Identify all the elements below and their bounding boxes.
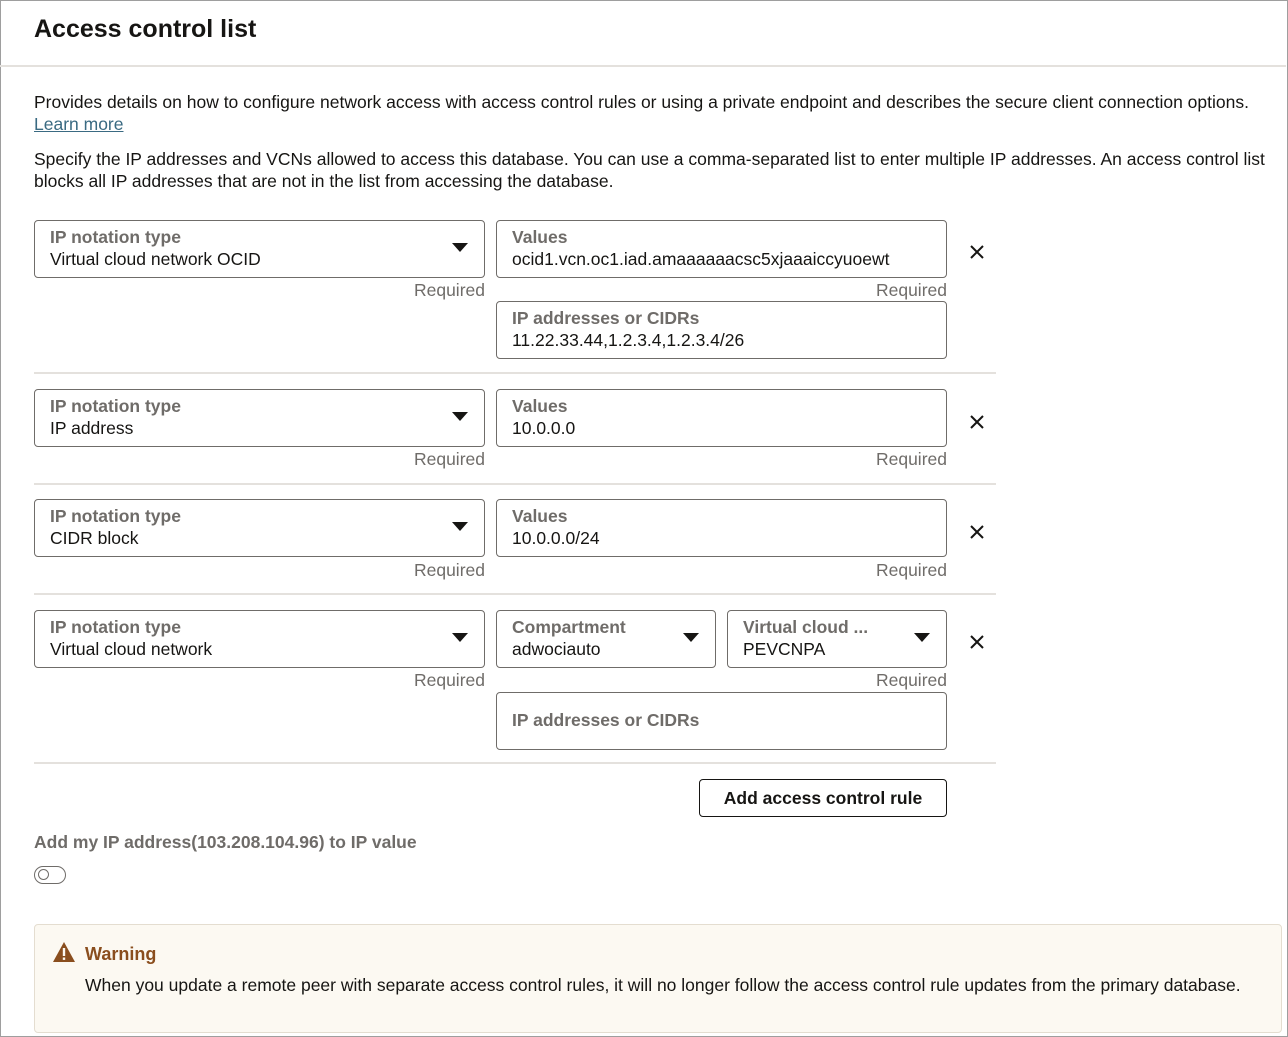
- close-icon[interactable]: [968, 243, 986, 261]
- field-value: ocid1.vcn.oc1.iad.amaaaaaacsc5xjaaaiccyuoewt: [512, 249, 890, 269]
- close-icon[interactable]: [968, 413, 986, 431]
- chevron-down-icon: [452, 243, 468, 252]
- ip-notation-type-select-1[interactable]: [34, 220, 485, 278]
- rule-divider: [34, 593, 996, 595]
- add-access-control-rule-button[interactable]: Add access control rule: [699, 779, 947, 817]
- field-placeholder: IP addresses or CIDRs: [512, 710, 700, 730]
- field-label: Values: [512, 506, 568, 526]
- field-value: CIDR block: [50, 528, 139, 548]
- intro-body: Provides details on how to configure network access with access control rules or using a private endpoint and describes the secure client connection options.: [34, 92, 1249, 112]
- field-value: Virtual cloud network: [50, 639, 213, 659]
- instructions-text: Specify the IP addresses and VCNs allowed to access this database. You can use a comma-separated list to enter multiple IP addresses. An access control list blocks all IP addresses that are not in the list from accessing the database.: [34, 149, 1265, 191]
- field-label: Virtual cloud ...: [743, 617, 869, 637]
- intro-text: [34, 91, 1274, 135]
- values-input-2[interactable]: [496, 389, 947, 447]
- field-label: IP notation type: [50, 506, 181, 526]
- values-input-1[interactable]: [496, 220, 947, 278]
- field-value: 10.0.0.0/24: [512, 528, 600, 548]
- field-label: Compartment: [512, 617, 626, 637]
- ip-notation-type-select-2[interactable]: [34, 389, 485, 447]
- field-value: Virtual cloud network OCID: [50, 249, 261, 269]
- my-ip-toggle[interactable]: [34, 866, 66, 884]
- required-hint: Required: [875, 280, 947, 300]
- field-label: Values: [512, 396, 568, 416]
- panel-header: [0, 0, 1286, 67]
- close-icon[interactable]: [968, 633, 986, 651]
- chevron-down-icon: [452, 412, 468, 421]
- warning-title: Warning: [85, 944, 157, 964]
- field-value: PEVCNPA: [743, 639, 826, 659]
- chevron-down-icon: [452, 522, 468, 531]
- ip-cidr-input-1[interactable]: [496, 301, 947, 359]
- field-value: adwociauto: [512, 639, 601, 659]
- chevron-down-icon: [452, 633, 468, 642]
- page-title: Access control list: [34, 15, 257, 43]
- required-hint: Required: [875, 670, 947, 690]
- toggle-knob: [38, 869, 49, 880]
- chevron-down-icon: [683, 633, 699, 642]
- required-hint: Required: [413, 280, 485, 300]
- learn-more-link[interactable]: Learn more: [34, 114, 124, 134]
- compartment-select[interactable]: [496, 610, 716, 668]
- close-icon[interactable]: [968, 523, 986, 541]
- rule-divider: [34, 372, 996, 374]
- ip-cidr-input-4[interactable]: [496, 692, 947, 750]
- required-hint: Required: [413, 449, 485, 469]
- field-label: IP notation type: [50, 396, 181, 416]
- rule-divider: [34, 762, 996, 764]
- warning-text: When you update a remote peer with separate access control rules, it will no longer follow the access control rule updates from the primary database.: [85, 975, 1241, 995]
- field-value: 10.0.0.0: [512, 418, 576, 438]
- required-hint: Required: [875, 560, 947, 580]
- virtual-cloud-network-select[interactable]: [727, 610, 947, 668]
- warning-icon: [52, 941, 76, 963]
- required-hint: Required: [875, 449, 947, 469]
- required-hint: Required: [413, 670, 485, 690]
- chevron-down-icon: [914, 633, 930, 642]
- warning-banner: [34, 924, 1282, 1033]
- field-value: IP address: [50, 418, 134, 438]
- required-hint: Required: [413, 560, 485, 580]
- field-label: Values: [512, 227, 568, 247]
- my-ip-label: Add my IP address(103.208.104.96) to IP value: [34, 832, 417, 852]
- field-label: IP addresses or CIDRs: [512, 308, 700, 328]
- field-value: 11.22.33.44,1.2.3.4,1.2.3.4/26: [512, 330, 745, 350]
- field-label: IP notation type: [50, 227, 181, 247]
- values-input-3[interactable]: [496, 499, 947, 557]
- ip-notation-type-select-3[interactable]: [34, 499, 485, 557]
- rule-divider: [34, 483, 996, 485]
- ip-notation-type-select-4[interactable]: [34, 610, 485, 668]
- field-label: IP notation type: [50, 617, 181, 637]
